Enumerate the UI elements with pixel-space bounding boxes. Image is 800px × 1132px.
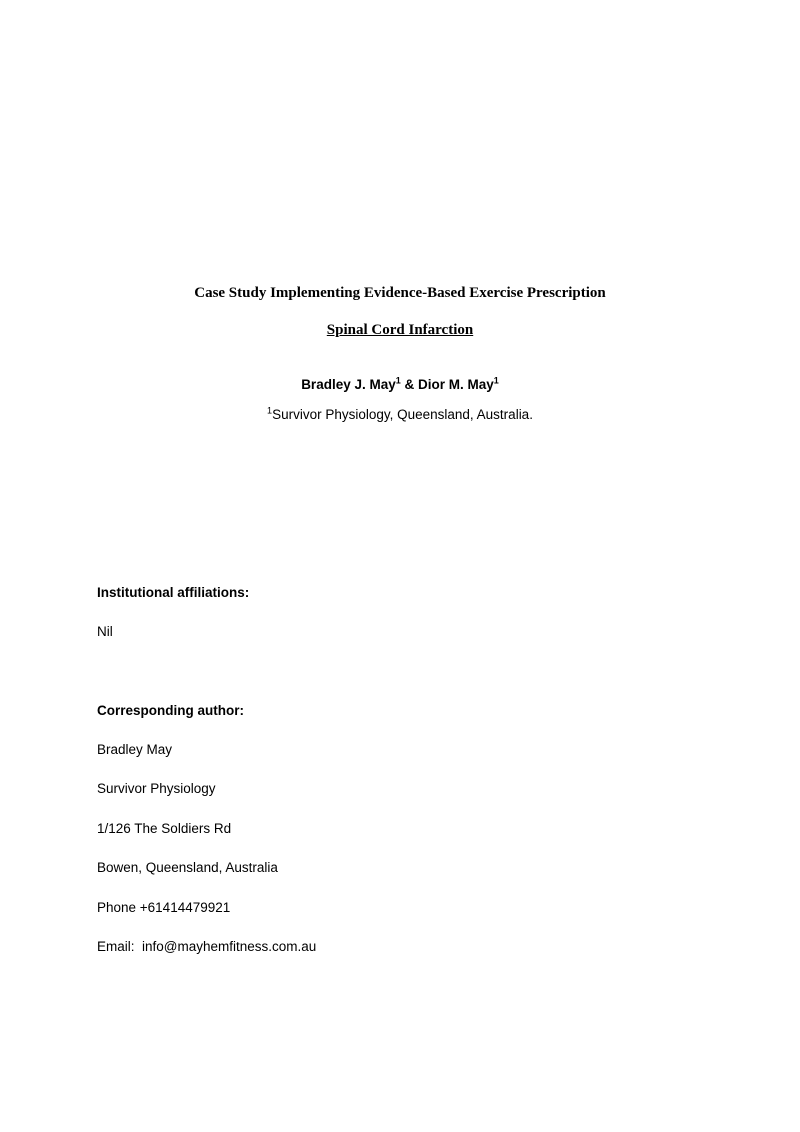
author-name: Dior M. May (418, 377, 494, 392)
author-list (0, 376, 800, 394)
author-superscript: 1 (493, 375, 499, 386)
paper-subtitle: Spinal Cord Infarction (326, 322, 474, 338)
corresponding-heading: Corresponding author: (97, 703, 244, 718)
affiliation-text: Survivor Physiology, Queensland, Australia. (272, 407, 533, 422)
author-separator: & (400, 377, 419, 392)
corresponding-email: Email: info@mayhemfitness.com.au (97, 939, 317, 954)
institutional-heading: Institutional affiliations: (97, 585, 250, 600)
author-superscript: 1 (395, 375, 401, 386)
author-name: Bradley J. May (301, 377, 396, 392)
author-affiliation (0, 406, 800, 424)
corresponding-city: Bowen, Queensland, Australia (97, 860, 278, 875)
affiliation-superscript: 1 (267, 405, 273, 416)
corresponding-organization: Survivor Physiology (97, 781, 216, 796)
corresponding-phone: Phone +61414479921 (97, 900, 231, 915)
paper-title: Case Study Implementing Evidence-Based Exercise Prescription (194, 285, 606, 301)
corresponding-name: Bradley May (97, 742, 173, 757)
corresponding-street: 1/126 The Soldiers Rd (97, 821, 232, 836)
institutional-value: Nil (97, 624, 113, 639)
